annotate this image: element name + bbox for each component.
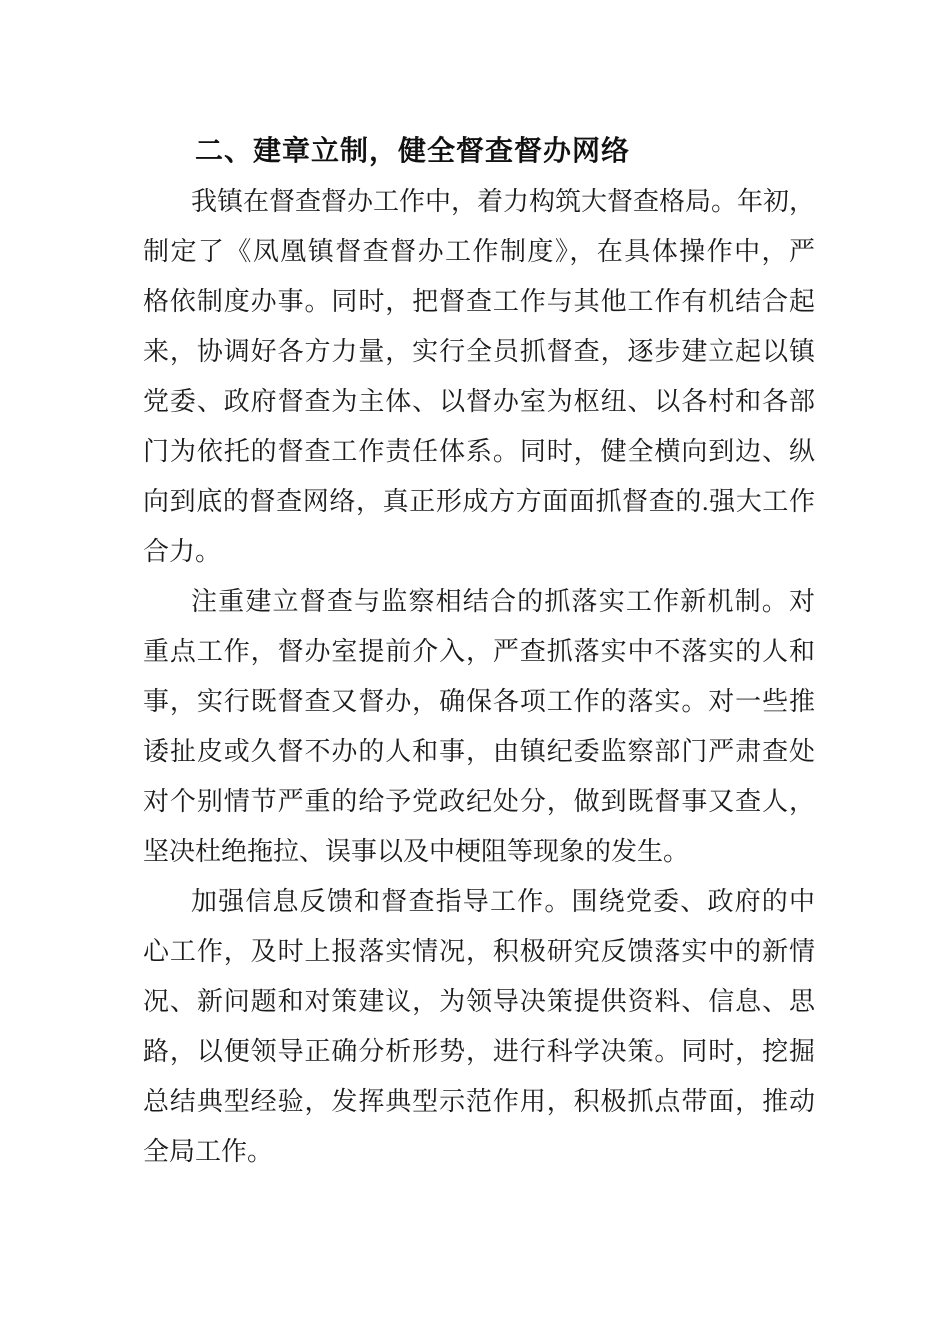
text-line: 门为依托的督查工作责任体系。同时，健全横向到边、纵 — [143, 437, 815, 466]
text-line: 事，实行既督查又督办，确保各项工作的落实。对一些推 — [143, 687, 815, 716]
text-line: 党委、政府督查为主体、以督办室为枢纽、以各村和各部 — [143, 387, 815, 416]
section-heading: 二、建章立制，健全督查督办网络 — [195, 136, 631, 167]
paragraph-1 — [143, 177, 815, 577]
document-body — [143, 127, 815, 1177]
text-line: 全局工作。 — [143, 1137, 274, 1166]
text-line: 心工作，及时上报落实情况，积极研究反馈落实中的新情 — [143, 937, 815, 966]
text-line: 我镇在督查督办工作中，着力构筑大督查格局。年初， — [191, 187, 815, 216]
text-line: 合力。 — [143, 537, 222, 566]
text-line: 路，以便领导正确分析形势，进行科学决策。同时，挖掘 — [143, 1037, 815, 1066]
text-line: 制定了《凤凰镇督查督办工作制度》，在具体操作中，严 — [143, 237, 815, 266]
text-line: 注重建立督查与监察相结合的抓落实工作新机制。对 — [191, 587, 815, 616]
text-line: 对个别情节严重的给予党政纪处分，做到既督事又查人， — [143, 787, 815, 816]
text-line: 加强信息反馈和督查指导工作。围绕党委、政府的中 — [191, 887, 815, 916]
text-line: 格依制度办事。同时，把督查工作与其他工作有机结合起 — [143, 287, 815, 316]
text-line: 总结典型经验，发挥典型示范作用，积极抓点带面，推动 — [143, 1087, 815, 1116]
text-line: 诿扯皮或久督不办的人和事，由镇纪委监察部门严肃查处 — [143, 737, 815, 766]
text-line: 重点工作，督办室提前介入，严查抓落实中不落实的人和 — [143, 637, 815, 666]
paragraph-2 — [143, 577, 815, 877]
text-line: 坚决杜绝拖拉、误事以及中梗阻等现象的发生。 — [143, 837, 690, 866]
paragraph-3 — [143, 877, 815, 1177]
text-line: 况、新问题和对策建议，为领导决策提供资料、信息、思 — [143, 987, 815, 1016]
text-line: 来，协调好各方力量，实行全员抓督查，逐步建立起以镇 — [143, 337, 815, 366]
text-line: 向到底的督查网络，真正形成方方面面抓督查的.强大工作 — [143, 487, 815, 516]
